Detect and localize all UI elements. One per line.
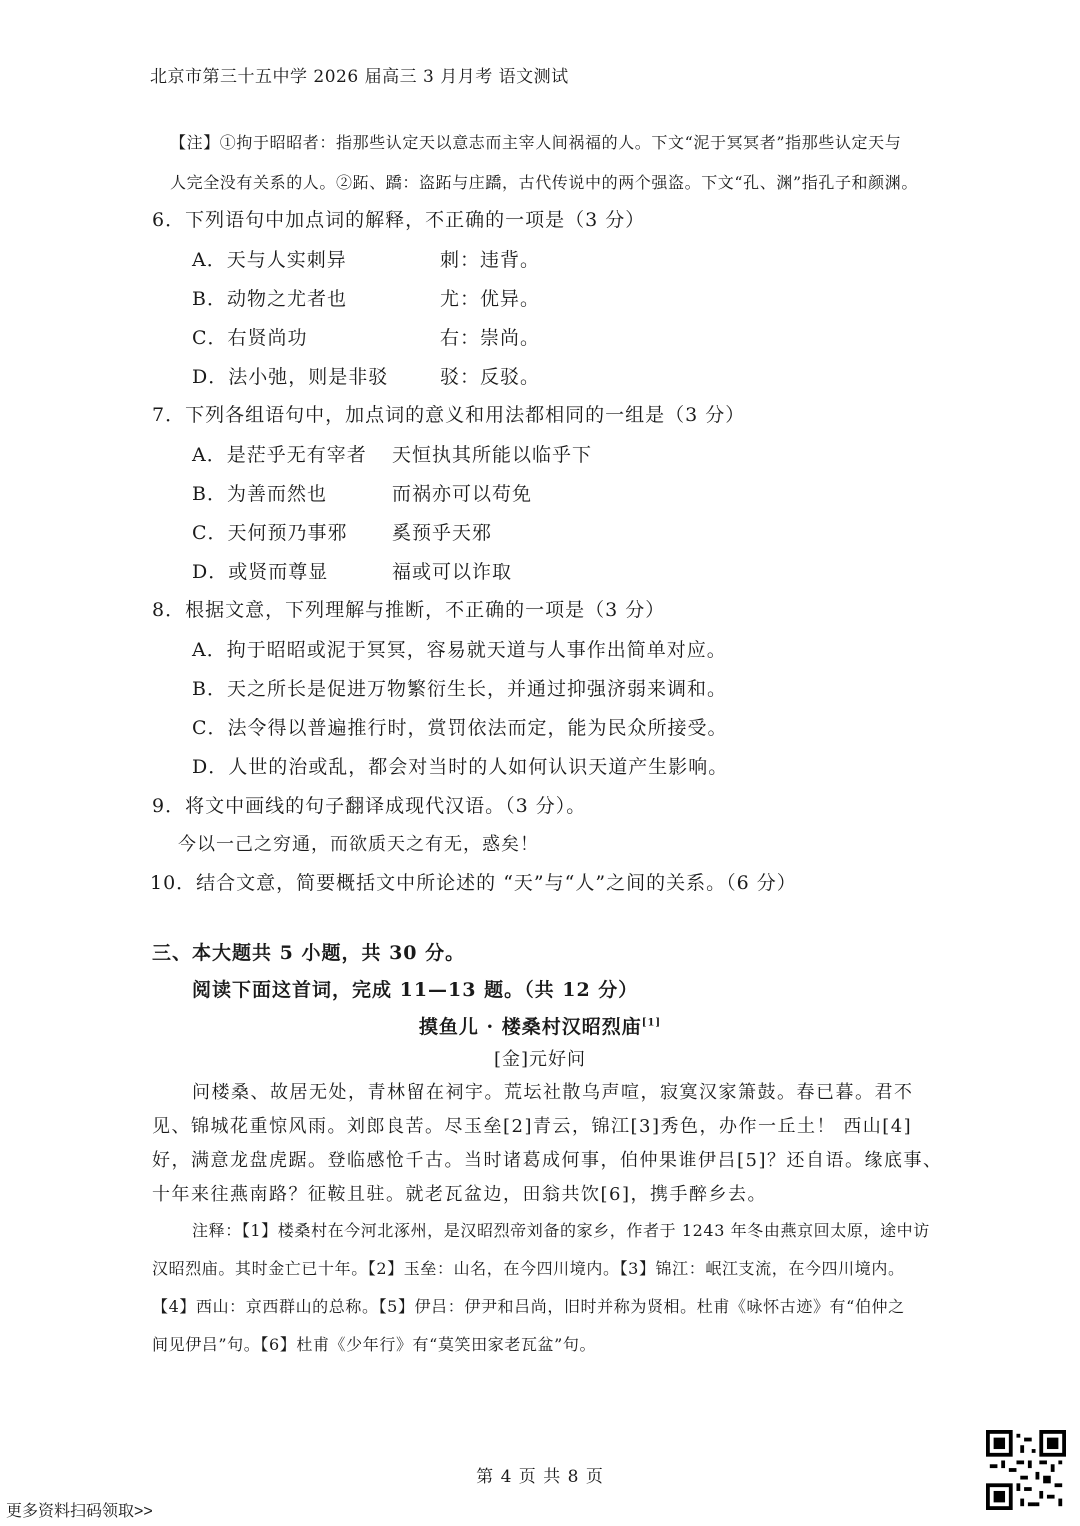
section-3-title: 三、本大题共 5 小题，共 30 分。 bbox=[152, 942, 466, 964]
poem-notes-line-1: 注释：【1】楼桑村在今河北涿州，是汉昭烈帝刘备的家乡，作者于 1243 年冬由燕京回太原，途中访 bbox=[192, 1221, 930, 1240]
poem-line-2: 见、锦城花重惊风雨。刘郎良苦。尽玉垒[2]青云，锦江[3]秀色，办作一丘土！ 西山[4] bbox=[152, 1116, 913, 1137]
q6-option-b: B．动物之尤者也 bbox=[192, 288, 347, 310]
poem-author: [金]元好问 bbox=[493, 1049, 587, 1070]
q6-option-a-answer: 刺：违背。 bbox=[440, 249, 541, 271]
q6-option-d-answer: 驳：反驳。 bbox=[440, 366, 541, 388]
q7-option-d-right: 福或可以诈取 bbox=[392, 561, 513, 583]
poem-title-footnote-mark: [1] bbox=[641, 1017, 662, 1029]
note-line-2: 人完全没有关系的人。②跖、蹻：盗跖与庄蹻，古代传说中的两个强盗。下文“孔、渊”指孔子和颜渊。 bbox=[170, 173, 918, 192]
q7-option-a-right: 天恒执其所能以临乎下 bbox=[392, 444, 593, 466]
question-9-stem: 9．将文中画线的句子翻译成现代汉语。（3 分）。 bbox=[152, 795, 587, 817]
q7-option-a-left: A．是茫乎无有宰者 bbox=[192, 444, 367, 466]
poem-line-1: 问楼桑、故居无处，青林留在祠宇。荒坛社散乌声喧，寂寞汉家箫鼓。春已暮。君不 bbox=[192, 1082, 914, 1103]
q6-option-c: C．右贤尚功 bbox=[192, 327, 308, 349]
q6-option-a: A．天与人实刺异 bbox=[192, 249, 347, 271]
q7-option-d-left: D．或贤而尊显 bbox=[192, 561, 329, 583]
q7-option-b-right: 而祸亦可以苟免 bbox=[392, 483, 533, 505]
q6-option-d: D．法小弛，则是非驳 bbox=[192, 366, 389, 388]
note-line-1: 【注】①拘于昭昭者：指那些认定天以意志而主宰人间祸福的人。下文“泥于冥冥者”指那些认定天与 bbox=[170, 133, 902, 152]
poem-line-3: 好，满意龙盘虎踞。登临感怆千古。当时诸葛成何事，伯仲果谁伊吕[5]？还自语。缘底事、 bbox=[152, 1150, 943, 1171]
q7-option-b-left: B．为善而然也 bbox=[192, 483, 327, 505]
question-6-stem: 6．下列语句中加点词的解释，不正确的一项是（3 分） bbox=[152, 209, 646, 231]
question-7-stem: 7．下列各组语句中，加点词的意义和用法都相同的一组是（3 分） bbox=[152, 404, 746, 426]
q8-option-c: C．法令得以普遍推行时，赏罚依法而定，能为民众所接受。 bbox=[192, 717, 728, 739]
page-footer: 第 4 页 共 8 页 bbox=[476, 1467, 604, 1487]
poem-line-4: 十年来往燕南路？征鞍且驻。就老瓦盆边，田翁共饮[6]，携手醉乡去。 bbox=[152, 1184, 767, 1205]
q8-option-a: A．拘于昭昭或泥于冥冥，容易就天道与人事作出简单对应。 bbox=[192, 639, 727, 661]
question-9-sentence: 今以一己之穷通，而欲质天之有无，惑矣！ bbox=[178, 834, 539, 855]
q8-option-d: D．人世的治或乱，都会对当时的人如何认识天道产生影响。 bbox=[192, 756, 729, 778]
q7-option-c-left: C．天何预乃事邪 bbox=[192, 522, 348, 544]
poem-notes-line-3: 【4】西山：京西群山的总称。【5】伊吕：伊尹和吕尚，旧时并称为贤相。杜甫《咏怀古迹》有“伯仲之 bbox=[152, 1297, 905, 1316]
q7-option-c-right: 奚预乎天邪 bbox=[392, 522, 493, 544]
poem-notes-line-4: 间见伊吕”句。【6】杜甫《少年行》有“莫笑田家老瓦盆”句。 bbox=[152, 1335, 597, 1354]
q8-option-b: B．天之所长是促进万物繁衍生长，并通过抑强济弱来调和。 bbox=[192, 678, 727, 700]
qr-code-icon[interactable] bbox=[986, 1430, 1066, 1510]
poem-title: 摸鱼儿 · 楼桑村汉昭烈庙[1] bbox=[418, 1016, 662, 1038]
q6-option-b-answer: 尤：优异。 bbox=[440, 288, 541, 310]
q6-option-c-answer: 右：崇尚。 bbox=[440, 327, 541, 349]
page-header: 北京市第三十五中学 2026 届高三 3 月月考 语文测试 bbox=[150, 67, 569, 87]
question-10-stem: 10．结合文意，简要概括文中所论述的 “天”与“人”之间的关系。（6 分） bbox=[150, 872, 797, 894]
more-resources-link[interactable]: 更多资料扫码领取>> bbox=[6, 1503, 153, 1520]
section-3-instruction: 阅读下面这首词，完成 11—13 题。（共 12 分） bbox=[192, 979, 639, 1001]
poem-notes-line-2: 汉昭烈庙。其时金亡已十年。【2】玉垒：山名，在今四川境内。【3】锦江：岷江支流，在今四川境内。 bbox=[152, 1259, 905, 1278]
question-8-stem: 8．根据文意，下列理解与推断，不正确的一项是（3 分） bbox=[152, 599, 666, 621]
